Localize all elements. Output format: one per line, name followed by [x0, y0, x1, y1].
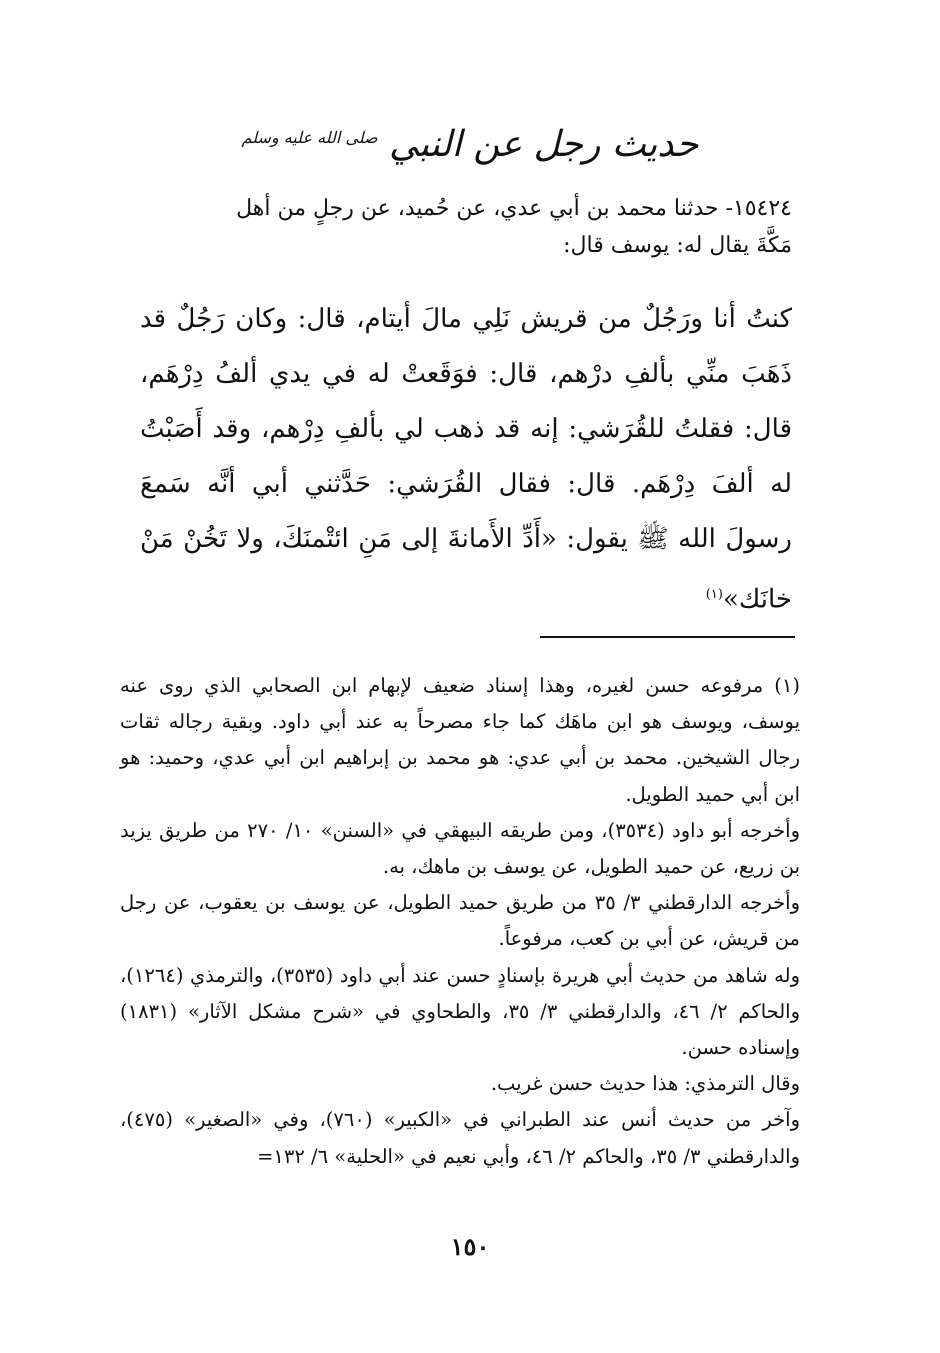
hadith-matn [140, 292, 792, 628]
footnotes-section [120, 668, 800, 1175]
matn-text: كنتُ أنا ورَجُلٌ من قريش نَلِي مالَ أيتام، قال: وكان رَجُلٌ قد ذَهَبَ منِّي بألفِ درْهم، قال: فوَقَعتْ له في يدي ألفُ دِرْهَم، قال: فقلتُ للقُرَشي: إنه قد ذهب لي بألفِ دِرْهم، وقد أَصَبْتُ له ألفَ دِرْهَم. قال: فقال القُرَشي: حَدَّثني أبي أنَّه سَمعَ رسولَ الله ﷺ يقول: «أَدِّ الأَمانةَ إلى مَنِ ائتْمنَكَ، ولا تَخُنْ مَنْ خانَك» [140, 304, 792, 615]
heading-title: حديث رجل عن النبي [389, 124, 699, 165]
footnote-paragraph: وقال الترمذي: هذا حديث حسن غريب. [490, 1072, 800, 1096]
footnote-divider [540, 636, 795, 638]
hadith-isnad [150, 190, 792, 264]
honorific-phrase: صلى الله عليه وسلم [241, 128, 378, 147]
matn-paragraph [140, 292, 792, 628]
footnote-paragraph: وآخر من حديث أنس عند الطبراني في «الكبير» (٧٦٠)، وفي «الصغير» (٤٧٥)، والدارقطني ٣/ ٣٥، والحاكم ٢/ ٤٦، وأبي نعيم في «الحلية» ٦/ ١٣٢= [120, 1108, 800, 1168]
footnote-paragraph: وله شاهد من حديث أبي هريرة بإسنادٍ حسن عند أبي داود (٣٥٣٥)، والترمذي (١٢٦٤)، والحاكم ٢/ ٤٦، والدارقطني ٣/ ٣٥، والطحاوي في «شرح مشكل الآثار» (١٨٣١) وإسناده حسن. [120, 963, 800, 1060]
isnad-line-2: مَكَّةَ يقال له: يوسف قال: [563, 233, 792, 258]
footnote-paragraph: وأخرجه أبو داود (٣٥٣٤)، ومن طريقه البيهقي في «السنن» ١٠/ ٢٧٠ من طريق يزيد بن زريع، عن حميد الطويل، عن يوسف بن ماهك، به. [120, 818, 800, 879]
isnad-line-1: ١٥٤٢٤- حدثنا محمد بن أبي عدي، عن حُميد، عن رجلٍ من أهل [236, 196, 792, 221]
footnote-marker: (١) [705, 587, 723, 602]
footnote-paragraph: (١) مرفوعه حسن لغيره، وهذا إسناد ضعيف لإبهام ابن الصحابي الذي روى عنه يوسف، ويوسف هو ابن ماهَك كما جاء مصرحاً به عند أبي داود. وبقية رجاله ثقات رجال الشيخين. محمد بن أبي عدي: هو محمد بن إبراهيم ابن أبي عدي، وحميد: هو ابن أبي حميد الطويل. [120, 674, 800, 806]
footnote-paragraph: وأخرجه الدارقطني ٣/ ٣٥ من طريق حميد الطويل، عن يوسف بن يعقوب، عن رجل من قريش، عن أبي بن كعب، مرفوعاً. [120, 891, 800, 951]
page-number: ١٥٠ [450, 1232, 490, 1261]
section-heading [200, 112, 740, 171]
